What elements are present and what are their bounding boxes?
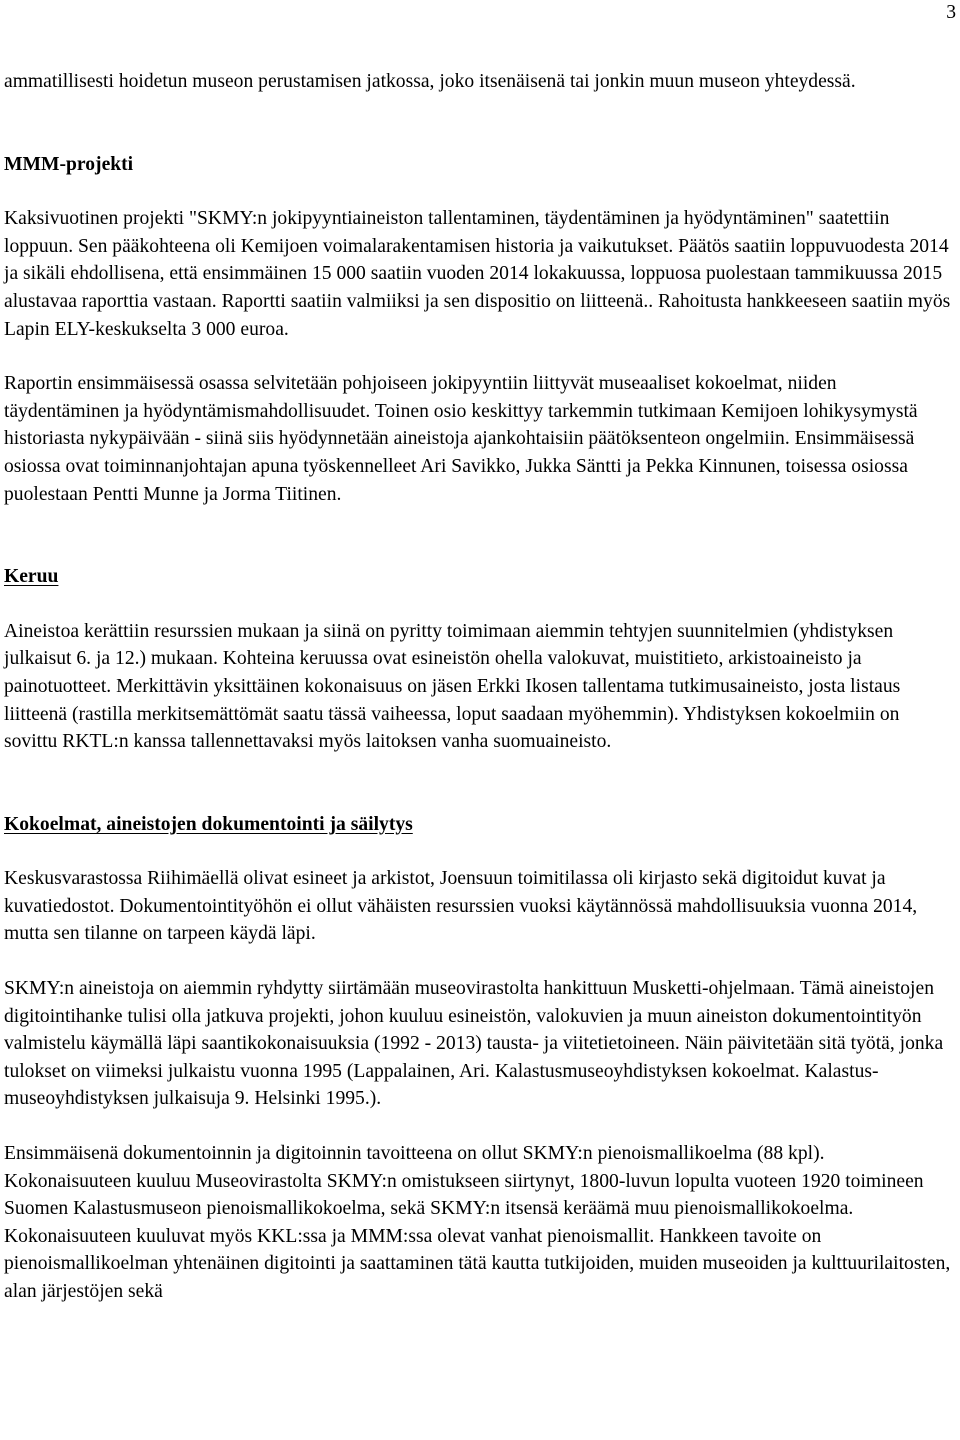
heading-keruu: Keruu — [4, 566, 59, 588]
paragraph-report-contents: Raportin ensimmäisessä osassa selvitetään pohjoiseen jokipyyntiin liittyvät museaaliset kokoelmat, niiden täydentäminen ja hyödyntämismahdollisuudet. Toinen osio keskittyy tarkemmin tutkimaan Kemijoen lohikysymystä historiasta nykypäivään - siinä siis hyödynnetään aineistoja ajankohtaisiin päätöksenteon ongelmiin. Ensimmäisessä osiossa ovat toiminnanjohtajan apuna työskennelleet Ari Savikko, Jukka Säntti ja Pekka Kinnunen, toisessa osiossa puolestaan Pentti Munne ja Jorma Tiitinen. — [4, 373, 918, 505]
paragraph-museum-continuation: ammatillisesti hoidetun museon perustamisen jatkossa, joko itsenäisenä tai jonkin muun museon yhteydessä. — [4, 71, 856, 92]
document-body — [4, 68, 956, 1306]
heading-kokoelmat: Kokoelmat, aineistojen dokumentointi ja säilytys — [4, 813, 413, 835]
page-number: 3 — [946, 2, 956, 23]
paragraph-keruu: Aineistoa kerättiin resurssien mukaan ja siinä on pyritty toimimaan aiemmin tehtyjen suunnitelmien (yhdistyksen julkaisut 6. ja 12.) mukaan. Kohteina keruussa ovat esineistön ohella valokuvat, muistitieto, arkistoaineisto ja painotuotteet. Merkittävin yksittäinen kokonaisuus on jäsen Erkki Ikosen tallentama tutkimusaineisto, josta listaus liitteenä (rastilla merkitsemättömät saatu tässä vaiheessa, loput saadaan myöhemmin). Yhdistyksen kokoelmiin on sovittu RKTL:n kanssa tallennettavaksi myös laitoksen vanha suomuaineisto. — [4, 620, 901, 753]
paragraph-storage: Keskusvarastossa Riihimäellä olivat esineet ja arkistot, Joensuun toimitilassa oli kirjasto sekä digitoidut kuvat ja kuvatiedostot. Dokumentointityöhön ei ollut vähäisten resurssien vuoksi käytännössä mahdollisuuksia vuonna 2014, mutta sen tilanne on tarpeen käydä läpi. — [4, 868, 918, 945]
heading-mmm-projekti: MMM-projekti — [4, 153, 134, 175]
paragraph-models: Ensimmäisenä dokumentoinnin ja digitoinnin tavoitteena on ollut SKMY:n pienoismallikoelma (88 kpl). Kokonaisuuteen kuuluu Museovirastolta SKMY:n omistukseen siirtynyt, 1800-luvun lopulta vuoteen 1920 toimineen Suomen Kalastusmuseon pienoismallikokoelma, sekä SKMY:n itsensä keräämä muu pienoismallikokoelma. Kokonaisuuteen kuuluvat myös KKL:ssa ja MMM:ssa olevat vanhat pienoismallit. Hankkeen tavoite on pienoismallikoelman yhtenäinen digitointi ja saattaminen tätä kautta tutkijoiden, muiden museoiden ja kulttuurilaitosten, alan järjestöjen sekä — [4, 1143, 951, 1302]
paragraph-digitization: SKMY:n aineistoja on aiemmin ryhdytty siirtämään museovirastolta hankittuun Musketti-ohjelmaan. Tämä aineistojen digitointihanke tulisi olla jatkuva projekti, johon kuuluu esineistön, valokuvien ja muun aineiston dokumentointityön valmistelu käymällä läpi saantikokonaisuuksia (1992 - 2013) tausta- ja viitetietoineen. Näin päivitetään sitä työtä, jonka tulokset on viimeksi julkaistu vuonna 1995 (Lappalainen, Ari. Kalastusmuseoyhdistyksen kokoelmat. Kalastus-museoyhdistyksen julkaisuja 9. Helsinki 1995.). — [4, 978, 944, 1110]
paragraph-mmm-project: Kaksivuotinen projekti "SKMY:n jokipyyntiaineiston tallentaminen, täydentäminen ja hyödyntäminen" saatettiin loppuun. Sen pääkohteena oli Kemijoen voimalarakentamisen historia ja vaikutukset. Päätös saatiin loppuvuodesta 2014 ja sikäli ehdollisena, että ensimmäinen 15 000 saatiin vuoden 2014 lokakuussa, loppuosa puolestaan tammikuussa 2015 alustavaa raporttia vastaan. Raportti saatiin valmiiksi ja sen dispositio on liitteenä.. Rahoitusta hankkeeseen saatiin myös Lapin ELY-keskukselta 3 000 euroa. — [4, 208, 951, 340]
